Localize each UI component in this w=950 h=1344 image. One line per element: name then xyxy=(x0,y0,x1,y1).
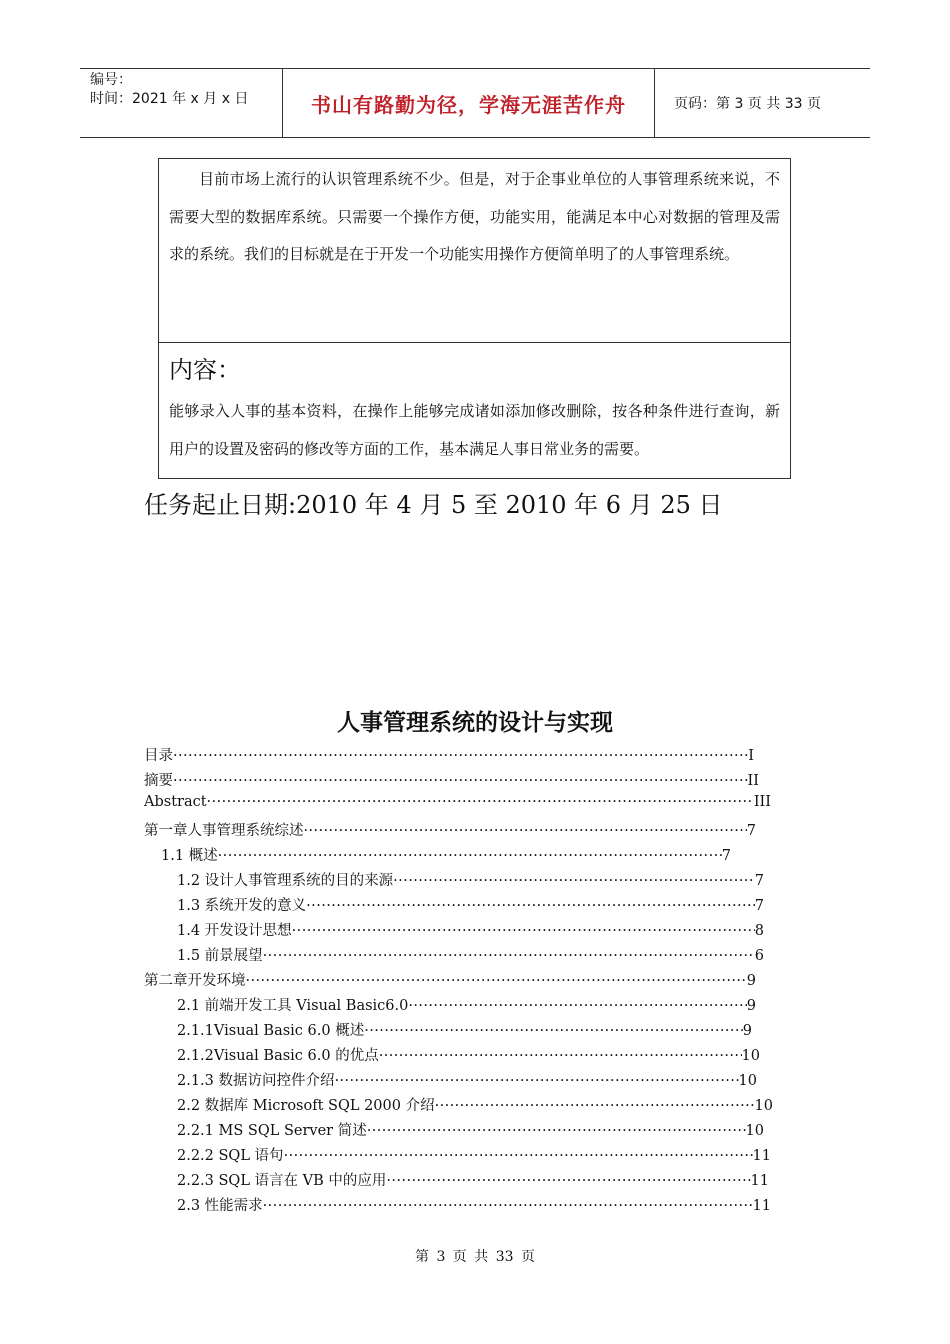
toc-entry-page: 7 xyxy=(754,873,764,889)
toc-entry-title: 2.1 前端开发工具 Visual Basic6.0 xyxy=(177,998,409,1014)
toc-leader xyxy=(246,973,747,989)
toc-entry[interactable] xyxy=(177,1019,752,1044)
toc-entry-page: 11 xyxy=(750,1173,769,1189)
toc-entry-page: 7 xyxy=(754,898,764,914)
toc-entry[interactable] xyxy=(177,1144,771,1169)
toc-entry[interactable] xyxy=(177,1169,769,1194)
toc-entry[interactable] xyxy=(177,994,756,1019)
time-label: 时间：2021 年 x 月 x 日 xyxy=(90,91,249,107)
toc-entry-page: 8 xyxy=(754,923,764,939)
toc-entry-page: 10 xyxy=(738,1073,757,1089)
intro-paragraph: 目前市场上流行的认识管理系统不少。但是，对于企事业单位的人事管理系统来说，不需要大型的数据库系统。只需要一个操作方便，功能实用，能满足本中心对数据的管理及需求的系统。我们的目标就是在于开发一个功能实用操作方便简单明了的人事管理系统。 xyxy=(169,170,780,263)
toc-entry[interactable] xyxy=(177,1069,757,1094)
header-motto: 书山有路勤为径，学海无涯苦作舟 xyxy=(311,92,626,117)
toc-entry[interactable] xyxy=(144,769,759,794)
toc-entry-title: 2.1.2Visual Basic 6.0 的优点 xyxy=(177,1048,379,1064)
toc-entry[interactable] xyxy=(161,844,731,869)
toc-entry-title: 第二章开发环境 xyxy=(144,973,246,989)
toc-entry-page: 9 xyxy=(746,973,756,989)
toc-leader xyxy=(173,773,748,789)
task-box xyxy=(158,158,791,479)
toc-leader xyxy=(367,1123,746,1139)
toc-entry-page: 9 xyxy=(742,1023,752,1039)
toc-leader xyxy=(304,823,747,839)
toc-entry-title: 摘要 xyxy=(144,773,173,789)
content-section xyxy=(159,343,790,468)
toc-entry-page: 9 xyxy=(746,998,756,1014)
toc-leader xyxy=(379,1048,742,1064)
toc-entry[interactable] xyxy=(177,894,764,919)
toc-leader xyxy=(364,1023,743,1039)
header-meta xyxy=(80,69,282,139)
page-footer: 第 3 页 共 33 页 xyxy=(415,1249,535,1265)
page-info-text: 页码：第 3 页 共 33 页 xyxy=(674,96,821,112)
toc-entry[interactable] xyxy=(177,919,764,944)
toc-leader xyxy=(386,1173,750,1189)
toc-entry-page: 7 xyxy=(721,848,731,864)
toc-leader xyxy=(435,1098,755,1114)
toc-entry-title: 1.3 系统开发的意义 xyxy=(177,898,307,914)
toc-entry-page: 6 xyxy=(754,948,764,964)
toc-entry-title: 2.1.3 数据访问控件介绍 xyxy=(177,1073,335,1089)
toc-leader xyxy=(335,1073,739,1089)
toc-entry[interactable] xyxy=(144,969,756,994)
toc-entry-title: 第一章人事管理系统综述 xyxy=(144,823,304,839)
toc-entry-title: 1.1 概述 xyxy=(161,848,218,864)
toc-leader xyxy=(263,1198,753,1214)
toc-entry-title: 2.2 数据库 Microsoft SQL 2000 介绍 xyxy=(177,1098,435,1114)
toc-leader xyxy=(306,898,755,914)
toc-entry-title: 2.2.1 MS SQL Server 简述 xyxy=(177,1123,367,1139)
toc-entry-title: 1.4 开发设计思想 xyxy=(177,923,292,939)
toc-entry[interactable] xyxy=(177,944,764,969)
header-page-info xyxy=(664,69,870,137)
toc-entry[interactable] xyxy=(144,744,754,769)
toc-leader xyxy=(263,948,755,964)
intro-section xyxy=(159,159,790,343)
toc-leader xyxy=(408,998,746,1014)
content-paragraph: 能够录入人事的基本资料，在操作上能够完成诸如添加修改删除，按各种条件进行查询，新用户的设置及密码的修改等方面的工作，基本满足人事日常业务的需要。 xyxy=(169,402,780,458)
toc-entry[interactable] xyxy=(177,1119,764,1144)
content-heading: 内容： xyxy=(169,356,241,384)
task-date: 任务起止日期:2010 年 4 月 5 至 2010 年 6 月 25 日 xyxy=(144,491,723,519)
document-title: 人事管理系统的设计与实现 xyxy=(337,710,613,736)
toc-entry-title: 2.3 性能需求 xyxy=(177,1198,263,1214)
toc-leader xyxy=(173,748,748,764)
page-header xyxy=(80,68,870,138)
toc-entry-page: I xyxy=(748,748,754,764)
toc-entry-page: 11 xyxy=(752,1198,771,1214)
number-label: 编号： xyxy=(90,72,132,88)
toc-entry-title: 2.1.1Visual Basic 6.0 概述 xyxy=(177,1023,365,1039)
toc-entry-page: 10 xyxy=(754,1098,773,1114)
toc-entry[interactable] xyxy=(177,1094,773,1119)
toc-entry-title: 目录 xyxy=(144,748,173,764)
toc-entry[interactable] xyxy=(177,1044,760,1069)
toc-entry-page: 10 xyxy=(741,1048,760,1064)
toc-entry-title: Abstract xyxy=(144,794,207,810)
toc-entry-page: III xyxy=(753,794,771,810)
toc-entry-title: 2.2.3 SQL 语言在 VB 中的应用 xyxy=(177,1173,387,1189)
toc-leader xyxy=(218,848,722,864)
toc-entry[interactable] xyxy=(144,819,756,844)
toc-entry[interactable] xyxy=(177,869,764,894)
toc-entry[interactable] xyxy=(144,794,771,819)
toc-entry-title: 2.2.2 SQL 语句 xyxy=(177,1148,284,1164)
toc-entry-page: II xyxy=(747,773,759,789)
toc-leader xyxy=(292,923,755,939)
toc-entry-title: 1.2 设计人事管理系统的目的来源 xyxy=(177,873,394,889)
toc-leader xyxy=(284,1148,753,1164)
toc-entry-page: 7 xyxy=(746,823,756,839)
toc-entry-page: 10 xyxy=(745,1123,764,1139)
toc-entry-page: 11 xyxy=(752,1148,771,1164)
toc-leader xyxy=(393,873,755,889)
toc-leader xyxy=(207,794,754,810)
toc-entry[interactable] xyxy=(177,1194,771,1219)
toc-entry-title: 1.5 前景展望 xyxy=(177,948,263,964)
header-divider xyxy=(654,69,655,137)
